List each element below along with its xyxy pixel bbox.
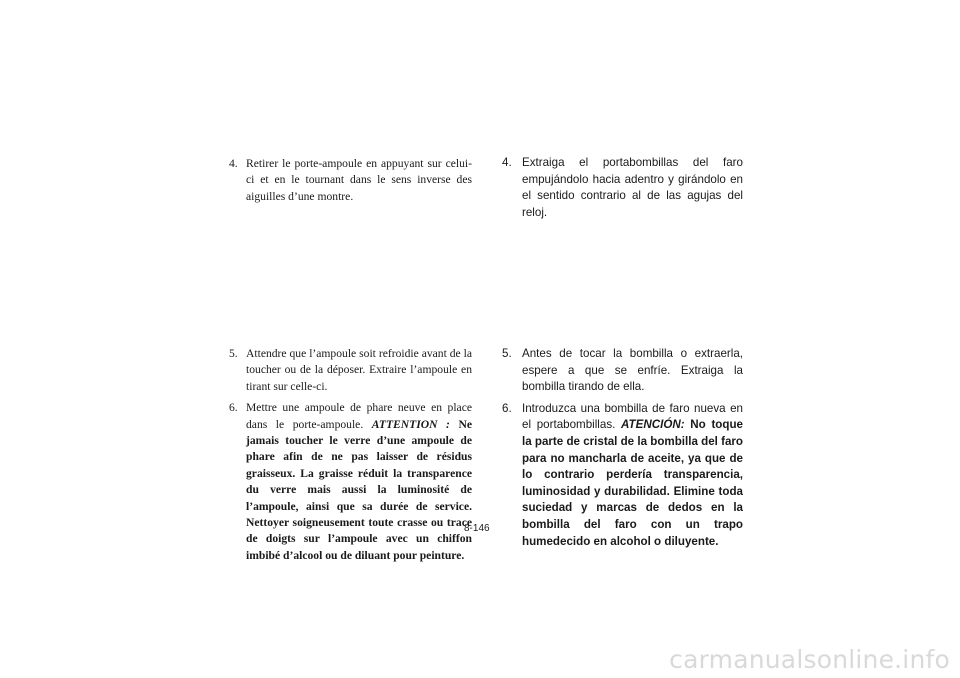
french-attention-text: Ne jamais toucher le verre d’une ampoule de phare afin de ne pas laisser de résidus graisseux. La graisse réduit la transparence du verre mais aussi la luminosité de l’ampoule, ainsi que sa durée de service. Nettoyer soigneusement toute crasse ou trace de doigts sur l’ampoule avec un chiffon imbibé d’alcool ou de diluant pour peinture. — [246, 417, 472, 562]
spanish-step-4-block — [502, 155, 743, 226]
french-step-6-number: 6. — [229, 401, 238, 415]
french-step-5 — [229, 346, 472, 395]
spanish-step-4-number: 4. — [502, 156, 512, 169]
french-step-6 — [229, 400, 472, 564]
french-step-4 — [229, 156, 472, 205]
spanish-steps-5-6-block — [502, 346, 743, 555]
spanish-attention-text: No toque la parte de cristal de la bombilla del faro para no mancharla de aceite, ya que de lo contrario perdería transparencia, luminosidad y durabilidad. Elimine toda suciedad y marcas de dedos en la bombilla del faro con un trapo humedecido en alcohol o diluyente. — [522, 418, 743, 548]
spanish-step-5-number: 5. — [502, 347, 512, 360]
spanish-step-5 — [502, 346, 743, 396]
spanish-step-5-text: Antes de tocar la bombilla o extraerla, espere a que se enfríe. Extraiga la bombilla tirando de ella. — [522, 347, 743, 394]
french-step-4-number: 4. — [229, 157, 238, 170]
french-step-6-text: Mettre une ampoule de phare neuve en place dans le porte-ampoule. — [246, 401, 472, 431]
spanish-attention-label: ATENCIÓN: — [621, 418, 691, 432]
page-number: 8-146 — [464, 523, 490, 534]
spanish-step-6-text: Introduzca una bombilla de faro nueva en el portabombillas. — [522, 401, 743, 432]
spanish-step-6-number: 6. — [502, 401, 512, 415]
french-step-5-number: 5. — [229, 347, 238, 360]
spanish-step-6 — [502, 401, 743, 550]
spanish-step-4 — [502, 155, 743, 221]
spanish-step-4-text: Extraiga el portabombillas del faro empujándolo hacia adentro y girándolo en el sentido contrario al de las agujas del reloj. — [522, 156, 743, 219]
french-step-4-block — [229, 156, 472, 210]
watermark: carmanualsonline.info — [669, 645, 950, 674]
french-step-5-text: Attendre que l’ampoule soit refroidie avant de la toucher ou de la déposer. Extraire l’ampoule en tirant sur celle-ci. — [246, 347, 472, 393]
french-steps-5-6-block — [229, 346, 472, 569]
french-step-4-text: Retirer le porte-ampoule en appuyant sur celui-ci et en le tournant dans le sens inverse des aiguilles d’une montre. — [246, 157, 472, 203]
french-attention-label: ATTENTION : — [371, 417, 459, 431]
